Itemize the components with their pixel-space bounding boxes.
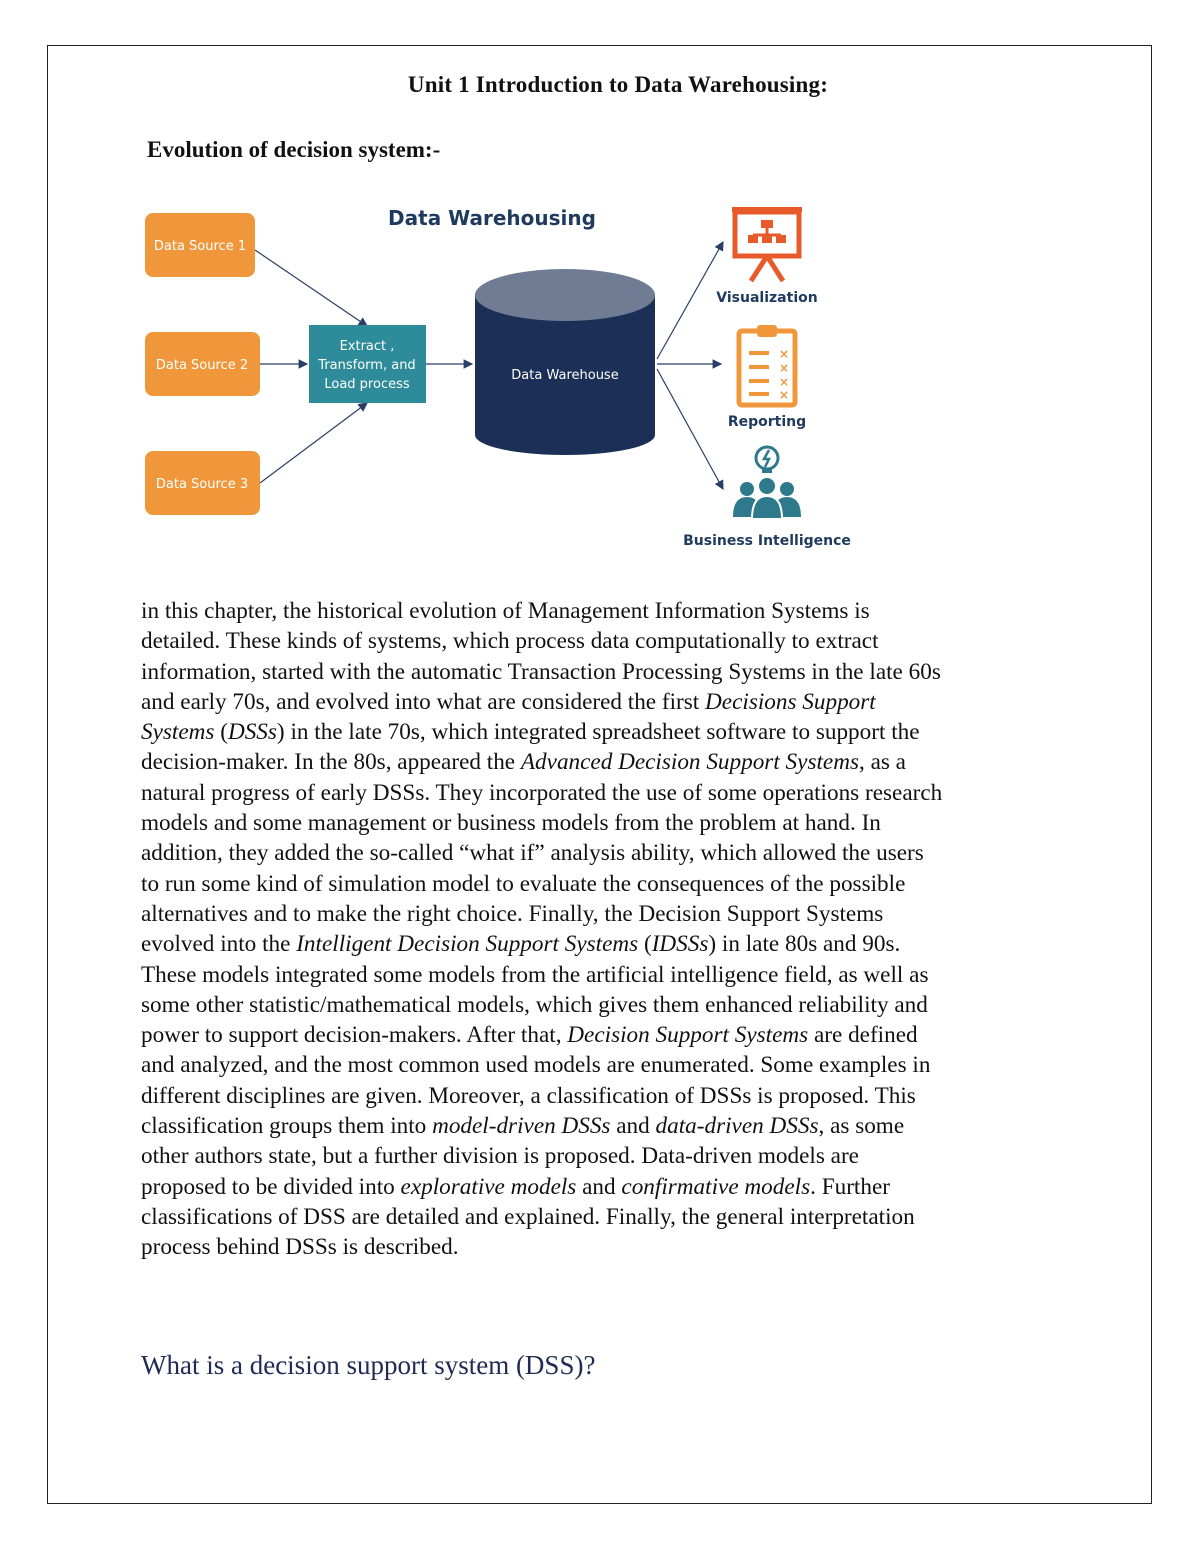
- arrow-warehouse-visualization: [657, 242, 723, 359]
- paragraph-line: [141, 1020, 1071, 1050]
- arrow-source3-etl: [260, 403, 367, 483]
- text-segment: information, started with the automatic Transaction Processing Systems in the late 60s: [141, 658, 941, 685]
- text-segment: power to support decision-makers. After that,: [141, 1022, 568, 1049]
- text-segment: process behind DSSs is described.: [141, 1234, 459, 1261]
- text-segment: addition, they added the so-called “what if” analysis ability, which allowed the users: [141, 840, 924, 867]
- data-source-1-label: Data Source 1: [153, 239, 247, 254]
- etl-line-2: Transform, and: [318, 358, 416, 373]
- data-source-2: [145, 332, 260, 396]
- paragraph-line: [141, 596, 1071, 626]
- text-segment: and: [576, 1173, 622, 1200]
- paragraph-line: [141, 838, 1071, 868]
- paragraph-line: [141, 1172, 1071, 1202]
- etl-line-1: Extract ,: [339, 339, 395, 354]
- text-segment: different disciplines are given. Moreover, a classification of DSSs is proposed. This: [141, 1082, 916, 1109]
- text-segment: alternatives and to make the right choice. Finally, the Decision Support Systems: [141, 900, 884, 927]
- paragraph-line: [141, 778, 1071, 808]
- data-warehouse-cylinder: [475, 269, 655, 455]
- italic-term: data-driven DSSs: [655, 1113, 819, 1140]
- text-segment: , as some: [818, 1113, 905, 1140]
- text-segment: in this chapter, the historical evolution of Management Information Systems is: [141, 598, 870, 624]
- svg-text:×: ×: [779, 347, 790, 361]
- paragraph-line: [141, 626, 1071, 656]
- diagram-title: Data Warehousing: [388, 206, 596, 230]
- text-segment: evolved into the: [141, 931, 297, 958]
- paragraph-line: [141, 1141, 1071, 1171]
- text-segment: These models integrated some models from the artificial intelligence field, as well as: [141, 961, 929, 988]
- text-segment: to run some kind of simulation model to evaluate the consequences of the possible: [141, 870, 906, 897]
- italic-term: Decisions Support: [705, 688, 876, 715]
- italic-term: model-driven DSSs: [432, 1113, 611, 1140]
- text-segment: , as a: [858, 749, 906, 776]
- italic-term: Intelligent Decision Support Systems: [296, 931, 639, 958]
- visualization-label: Visualization: [716, 290, 818, 306]
- italic-term: Advanced Decision Support Systems: [520, 749, 859, 776]
- business-intelligence-label: Business Intelligence: [683, 533, 851, 549]
- paragraph-line: [141, 1050, 1071, 1080]
- paragraph-line: [141, 657, 1071, 687]
- text-segment: and: [610, 1113, 656, 1140]
- text-segment: decision-maker. In the 80s, appeared the: [141, 749, 521, 776]
- text-segment: some other statistic/mathematical models, which gives them enhanced reliability and: [141, 991, 928, 1018]
- presentation-board-icon: [732, 207, 802, 281]
- text-segment: are defined: [808, 1022, 918, 1049]
- text-segment: (: [638, 931, 652, 958]
- arrow-warehouse-bi: [657, 369, 723, 489]
- paragraph-line: [141, 899, 1071, 929]
- paragraph-line: [141, 1111, 1071, 1141]
- paragraph-line: [141, 747, 1071, 777]
- data-source-1: [145, 213, 255, 277]
- etl-process-box: [309, 325, 426, 403]
- etl-line-3: Load process: [324, 377, 410, 392]
- text-segment: classifications of DSS are detailed and explained. Finally, the general interpretation: [141, 1203, 915, 1230]
- clipboard-checklist-icon: [739, 325, 795, 405]
- paragraph-line: [141, 1081, 1071, 1111]
- italic-term: IDSSs: [651, 931, 709, 958]
- text-segment: and analyzed, and the most common used models are enumerated. Some examples in: [141, 1052, 931, 1079]
- text-segment: other authors state, but a further division is proposed. Data-driven models are: [141, 1143, 859, 1170]
- section-heading: Evolution of decision system:-: [147, 137, 441, 162]
- svg-text:×: ×: [779, 388, 790, 402]
- paragraph-line: [141, 929, 1071, 959]
- text-segment: natural progress of early DSSs. They incorporated the use of some operations research: [141, 779, 943, 806]
- data-source-3-label: Data Source 3: [155, 477, 249, 492]
- paragraph-line: [141, 990, 1071, 1020]
- body-paragraph: [141, 596, 1071, 1263]
- paragraph-line: [141, 717, 1071, 747]
- text-segment: classification groups them into: [141, 1113, 433, 1140]
- text-segment: ) in late 80s and 90s.: [708, 931, 901, 958]
- text-segment: proposed to be divided into: [141, 1173, 401, 1200]
- data-source-2-label: Data Source 2: [155, 358, 249, 373]
- page-title: Unit 1 Introduction to Data Warehousing:: [407, 72, 829, 97]
- text-segment: models and some management or business models from the problem at hand. In: [141, 810, 881, 837]
- text-segment: (: [214, 719, 228, 746]
- italic-term: DSSs: [227, 719, 277, 746]
- italic-term: Systems: [141, 719, 215, 746]
- arrow-source1-etl: [255, 250, 367, 326]
- text-segment: and early 70s, and evolved into what are considered the first: [141, 688, 706, 715]
- italic-term: explorative models: [400, 1173, 577, 1200]
- data-warehouse-label: Data Warehouse: [511, 368, 619, 383]
- svg-text:×: ×: [779, 375, 790, 389]
- data-source-3: [145, 451, 260, 515]
- italic-term: confirmative models: [621, 1173, 811, 1200]
- paragraph-line: [141, 1232, 1071, 1262]
- data-warehousing-diagram: [135, 195, 875, 565]
- team-lightbulb-icon: [733, 447, 801, 519]
- paragraph-line: [141, 687, 1071, 717]
- paragraph-line: [141, 869, 1071, 899]
- svg-text:×: ×: [779, 361, 790, 375]
- paragraph-line: [141, 808, 1071, 838]
- text-segment: ) in the late 70s, which integrated spreadsheet software to support the: [276, 719, 920, 746]
- reporting-label: Reporting: [727, 414, 807, 430]
- paragraph-line: [141, 960, 1071, 990]
- text-segment: . Further: [810, 1173, 890, 1200]
- text-segment: detailed. These kinds of systems, which process data computationally to extract: [141, 628, 879, 655]
- paragraph-line: [141, 1202, 1071, 1232]
- italic-term: Decision Support Systems: [567, 1022, 809, 1049]
- dss-question-heading: What is a decision support system (DSS)?: [141, 1350, 596, 1380]
